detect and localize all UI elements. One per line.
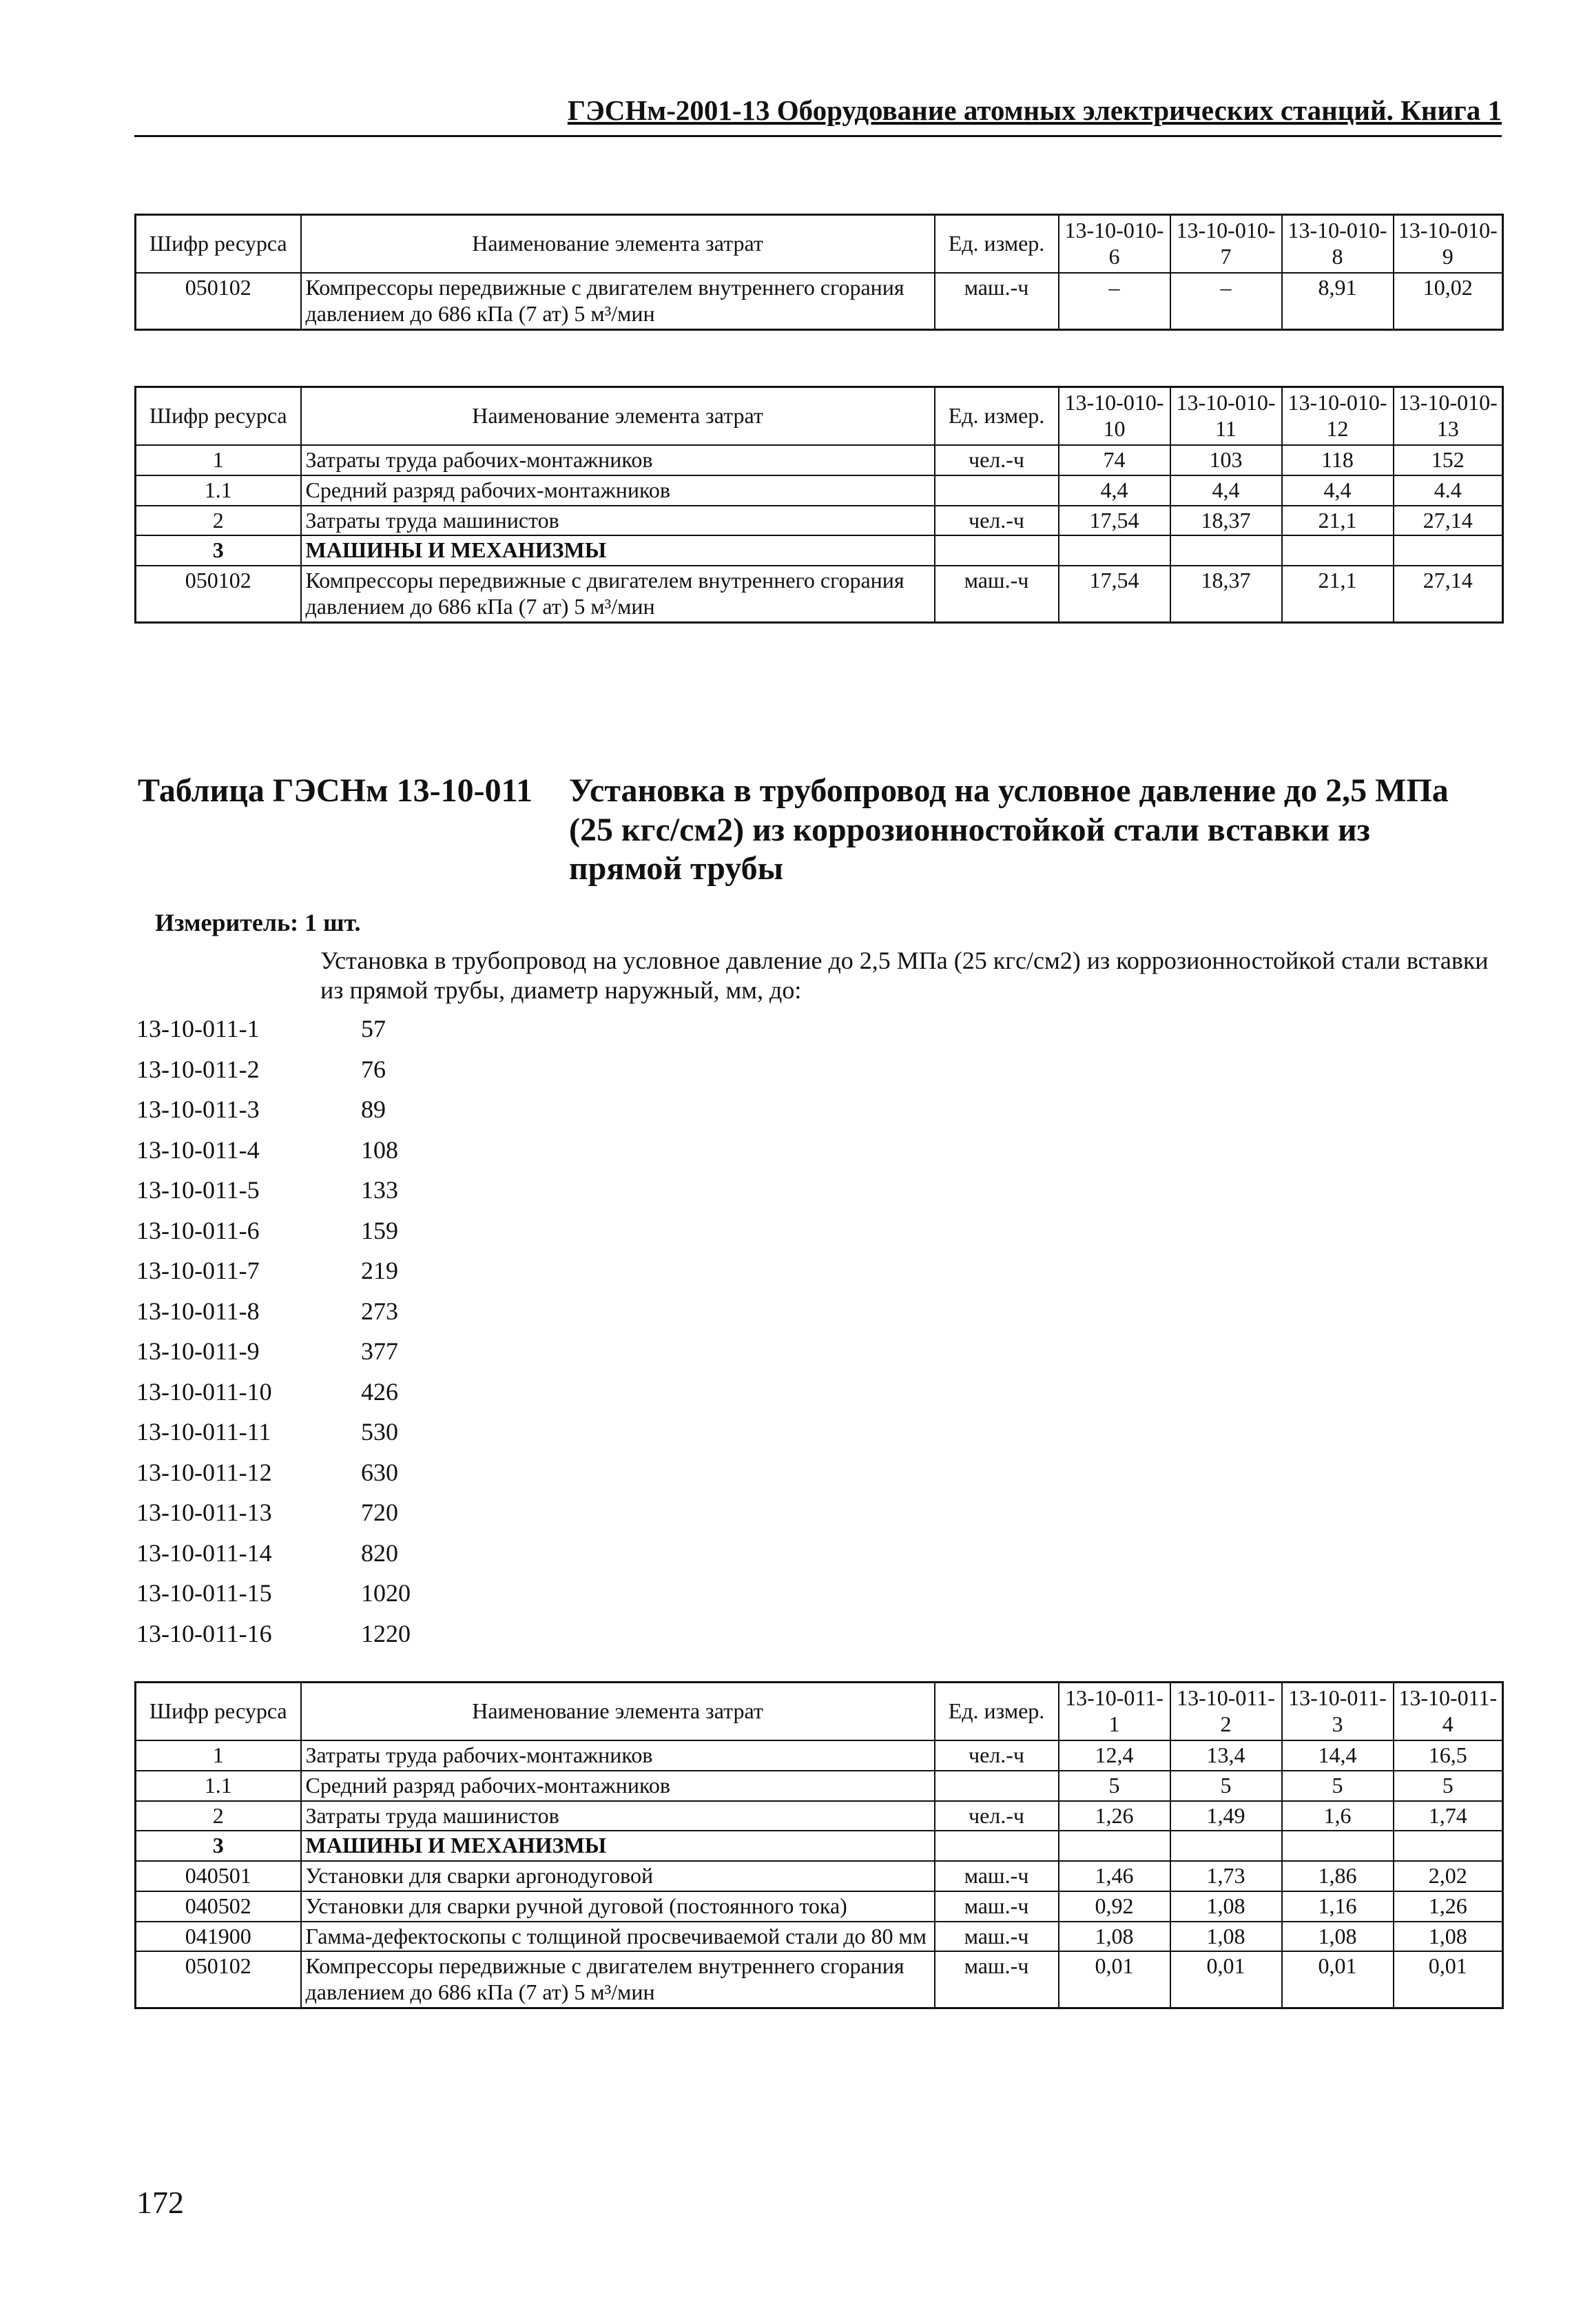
norm-item-code: 13-10-011-3 [136,1096,260,1123]
cell-value: 2,02 [1394,1861,1503,1891]
table-header-row [136,1683,1503,1741]
norm-item [136,1014,411,1055]
cell-value: 1,08 [1170,1891,1282,1922]
cell-code: 1.1 [136,475,301,506]
norm-item-diameter: 89 [361,1096,386,1123]
table-row [136,1740,1503,1771]
cell-value: 1,46 [1059,1861,1170,1891]
cell-code: 040502 [136,1891,301,1922]
cell-unit: маш.-ч [935,273,1059,329]
cell-value: 14,4 [1282,1740,1394,1771]
norm-item-code: 13-10-011-9 [136,1337,260,1365]
page-number: 172 [136,2185,184,2220]
norm-item-diameter: 720 [361,1499,398,1526]
table-header-row [136,387,1503,446]
cell-unit: маш.-ч [935,566,1059,622]
section-description: Установка в трубопровод на условное давление до 2,5 МПа (25 кгс/см2) из коррозионностойкой стали вставки из прямой трубы, диаметр наружный, мм, до: [320,947,1489,1005]
table-row [136,1951,1503,2008]
cell-code: 3 [136,1831,301,1861]
cell-name: Средний разряд рабочих-монтажников [301,1771,935,1801]
cell-name: Установки для сварки ручной дуговой (постоянного тока) [301,1891,935,1922]
cell-code: 3 [136,535,301,566]
cell-value: 152 [1394,445,1503,475]
norm-item-code: 13-10-011-8 [136,1297,260,1325]
cell-value: 0,01 [1282,1951,1394,2008]
cell-value [1394,535,1503,566]
cell-value: 27,14 [1394,566,1503,622]
table-row [136,1831,1503,1861]
cell-value: 5 [1394,1771,1503,1801]
cell-name: Установки для сварки аргонодуговой [301,1861,935,1891]
norm-item [136,1175,411,1216]
norm-item-code: 13-10-011-16 [136,1619,272,1647]
cell-value: 1,74 [1394,1801,1503,1831]
column-header-norm: 13-10-010-11 [1170,387,1282,446]
cell-value: 1,86 [1282,1861,1394,1891]
cell-value [1394,1831,1503,1861]
cell-name: Затраты труда рабочих-монтажников [301,445,935,475]
cell-unit [935,1771,1059,1801]
cell-unit: маш.-ч [935,1951,1059,2008]
cell-value: 17,54 [1059,506,1170,536]
column-header-name: Наименование элемента затрат [301,387,935,446]
cell-name: Затраты труда машинистов [301,506,935,536]
cell-value: 0,01 [1059,1951,1170,2008]
norm-item [136,1297,411,1337]
norm-item-diameter: 133 [361,1176,398,1204]
table-row [136,1771,1503,1801]
page-header-title: ГЭСНм-2001-13 Оборудование атомных электрических станций. Книга 1 [567,94,1502,126]
cell-code: 050102 [136,566,301,622]
norm-item-diameter: 530 [361,1418,398,1446]
cell-value: 5 [1170,1771,1282,1801]
cell-name: Затраты труда рабочих-монтажников [301,1740,935,1771]
norm-item-code: 13-10-011-11 [136,1418,271,1446]
cell-value [1170,1831,1282,1861]
cell-value: 4,4 [1059,475,1170,506]
norm-item [136,1498,411,1539]
cell-unit: чел.-ч [935,445,1059,475]
cell-value: 4.4 [1394,475,1503,506]
cell-value: 5 [1059,1771,1170,1801]
cell-value: 17,54 [1059,566,1170,622]
column-header-norm: 13-10-011-4 [1394,1683,1503,1741]
column-header-norm: 13-10-010-9 [1394,215,1503,274]
table-row [136,1861,1503,1891]
section-title: Установка в трубопровод на условное давление до 2,5 МПа (25 кгс/см2) из коррозионностойкой стали вставки из прямой трубы [569,772,1449,887]
column-header-norm: 13-10-010-7 [1170,215,1282,274]
column-header-norm: 13-10-011-1 [1059,1683,1170,1741]
cell-value: 1,08 [1394,1922,1503,1952]
cell-value: 27,14 [1394,506,1503,536]
cell-value: 1,26 [1059,1801,1170,1831]
cell-value: 16,5 [1394,1740,1503,1771]
norm-item-diameter: 377 [361,1337,398,1365]
cell-unit [935,535,1059,566]
norm-item-diameter: 820 [361,1539,398,1567]
table-header-row [136,215,1503,274]
cell-value: 18,37 [1170,506,1282,536]
norm-item-code: 13-10-011-7 [136,1257,260,1284]
cell-name: Средний разряд рабочих-монтажников [301,475,935,506]
norm-item-diameter: 273 [361,1297,398,1325]
column-header-name: Наименование элемента затрат [301,215,935,274]
cell-value: 103 [1170,445,1282,475]
cell-value: 18,37 [1170,566,1282,622]
column-header-code: Шифр ресурса [136,1683,301,1741]
norm-item-code: 13-10-011-15 [136,1579,272,1607]
norm-item-code: 13-10-011-2 [136,1055,260,1083]
norm-item [136,1135,411,1176]
norm-item-diameter: 219 [361,1257,398,1284]
cell-value: 21,1 [1282,566,1394,622]
cell-code: 040501 [136,1861,301,1891]
cell-name: Компрессоры передвижные с двигателем внутреннего сгорания давлением до 686 кПа (7 ат) 5 м³/мин [301,566,935,622]
page-header [134,94,1502,137]
cell-unit: чел.-ч [935,1801,1059,1831]
cell-value: 1,49 [1170,1801,1282,1831]
table-row [136,566,1503,622]
cell-unit: чел.-ч [935,1740,1059,1771]
norm-item [136,1377,411,1418]
column-header-unit: Ед. измер. [935,1683,1059,1741]
cell-unit: маш.-ч [935,1861,1059,1891]
column-header-norm: 13-10-010-6 [1059,215,1170,274]
table-row [136,535,1503,566]
cell-value: – [1170,273,1282,329]
cell-name: Гамма-дефектоскопы с толщиной просвечиваемой стали до 80 мм [301,1922,935,1952]
norm-item-code: 13-10-011-1 [136,1015,260,1042]
column-header-norm: 13-10-010-13 [1394,387,1503,446]
table-row [136,475,1503,506]
cell-unit: маш.-ч [935,1891,1059,1922]
cell-code: 041900 [136,1922,301,1952]
norm-item-code: 13-10-011-6 [136,1216,260,1244]
cell-value: 1,08 [1170,1922,1282,1952]
cell-value [1282,1831,1394,1861]
cell-code: 1 [136,1740,301,1771]
cell-unit [935,475,1059,506]
norm-item [136,1337,411,1377]
cell-name: Компрессоры передвижные с двигателем внутреннего сгорания давлением до 686 кПа (7 ат) 5 м³/мин [301,273,935,329]
cell-value: 4,4 [1282,475,1394,506]
column-header-unit: Ед. измер. [935,387,1059,446]
cell-value: 1,08 [1282,1922,1394,1952]
column-header-norm: 13-10-010-8 [1282,215,1394,274]
norm-item [136,1579,411,1619]
norm-item-diameter: 1220 [361,1619,411,1647]
resource-table-3 [134,1681,1504,2009]
cell-name: Компрессоры передвижные с двигателем внутреннего сгорания давлением до 686 кПа (7 ат) 5 м³/мин [301,1951,935,2008]
cell-value: 4,4 [1170,475,1282,506]
column-header-norm: 13-10-010-10 [1059,387,1170,446]
table-row [136,273,1503,329]
cell-value: 1,6 [1282,1801,1394,1831]
norm-item [136,1619,411,1660]
cell-code: 2 [136,1801,301,1831]
norm-item-diameter: 76 [361,1055,386,1083]
cell-code: 050102 [136,273,301,329]
cell-code: 1.1 [136,1771,301,1801]
column-header-norm: 13-10-011-3 [1282,1683,1394,1741]
cell-value: – [1059,273,1170,329]
cell-value: 118 [1282,445,1394,475]
column-header-unit: Ед. измер. [935,215,1059,274]
column-header-name: Наименование элемента затрат [301,1683,935,1741]
cell-value: 0,01 [1394,1951,1503,2008]
cell-code: 1 [136,445,301,475]
resource-table-1 [134,214,1504,331]
cell-unit [935,1831,1059,1861]
norm-item [136,1095,411,1135]
cell-value [1282,535,1394,566]
cell-value: 1,73 [1170,1861,1282,1891]
column-header-norm: 13-10-010-12 [1282,387,1394,446]
norm-item [136,1417,411,1458]
table-row [136,1922,1503,1952]
norm-item [136,1055,411,1096]
norm-item [136,1256,411,1297]
cell-name: МАШИНЫ И МЕХАНИЗМЫ [301,535,935,566]
norm-item-diameter: 57 [361,1015,386,1042]
norm-item-code: 13-10-011-13 [136,1499,272,1526]
section-measure: Измеритель: 1 шт. [155,909,361,936]
norm-item [136,1216,411,1257]
cell-code: 050102 [136,1951,301,2008]
cell-value: 1,16 [1282,1891,1394,1922]
cell-code: 2 [136,506,301,536]
cell-unit: чел.-ч [935,506,1059,536]
cell-name: Затраты труда машинистов [301,1801,935,1831]
cell-value: 5 [1282,1771,1394,1801]
table-row [136,506,1503,536]
norm-item-code: 13-10-011-5 [136,1176,260,1204]
cell-value: 74 [1059,445,1170,475]
cell-value [1059,535,1170,566]
norm-item-diameter: 108 [361,1135,398,1164]
column-header-code: Шифр ресурса [136,387,301,446]
norm-item-diameter: 630 [361,1458,398,1486]
norm-item-diameter: 426 [361,1377,398,1406]
norm-item [136,1539,411,1579]
table-row [136,1801,1503,1831]
cell-value: 1,26 [1394,1891,1503,1922]
cell-value: 12,4 [1059,1740,1170,1771]
resource-table-2 [134,386,1504,624]
cell-name: МАШИНЫ И МЕХАНИЗМЫ [301,1831,935,1861]
cell-unit: маш.-ч [935,1922,1059,1952]
table-row [136,445,1503,475]
norm-item-diameter: 1020 [361,1579,411,1607]
section-table-label: Таблица ГЭСНм 13-10-011 [138,772,532,809]
column-header-code: Шифр ресурса [136,215,301,274]
cell-value: 1,08 [1059,1922,1170,1952]
norm-item-diameter: 159 [361,1216,398,1244]
norm-item-code: 13-10-011-4 [136,1135,260,1164]
cell-value: 0,01 [1170,1951,1282,2008]
norm-item-code: 13-10-011-14 [136,1539,272,1567]
norm-item-code: 13-10-011-10 [136,1377,272,1406]
cell-value: 0,92 [1059,1891,1170,1922]
cell-value: 21,1 [1282,506,1394,536]
cell-value: 10,02 [1394,273,1503,329]
table-row [136,1891,1503,1922]
norm-item-code: 13-10-011-12 [136,1458,272,1486]
norm-item [136,1458,411,1499]
cell-value: 8,91 [1282,273,1394,329]
norm-items-list [136,1014,411,1659]
cell-value [1170,535,1282,566]
cell-value: 13,4 [1170,1740,1282,1771]
column-header-norm: 13-10-011-2 [1170,1683,1282,1741]
cell-value [1059,1831,1170,1861]
